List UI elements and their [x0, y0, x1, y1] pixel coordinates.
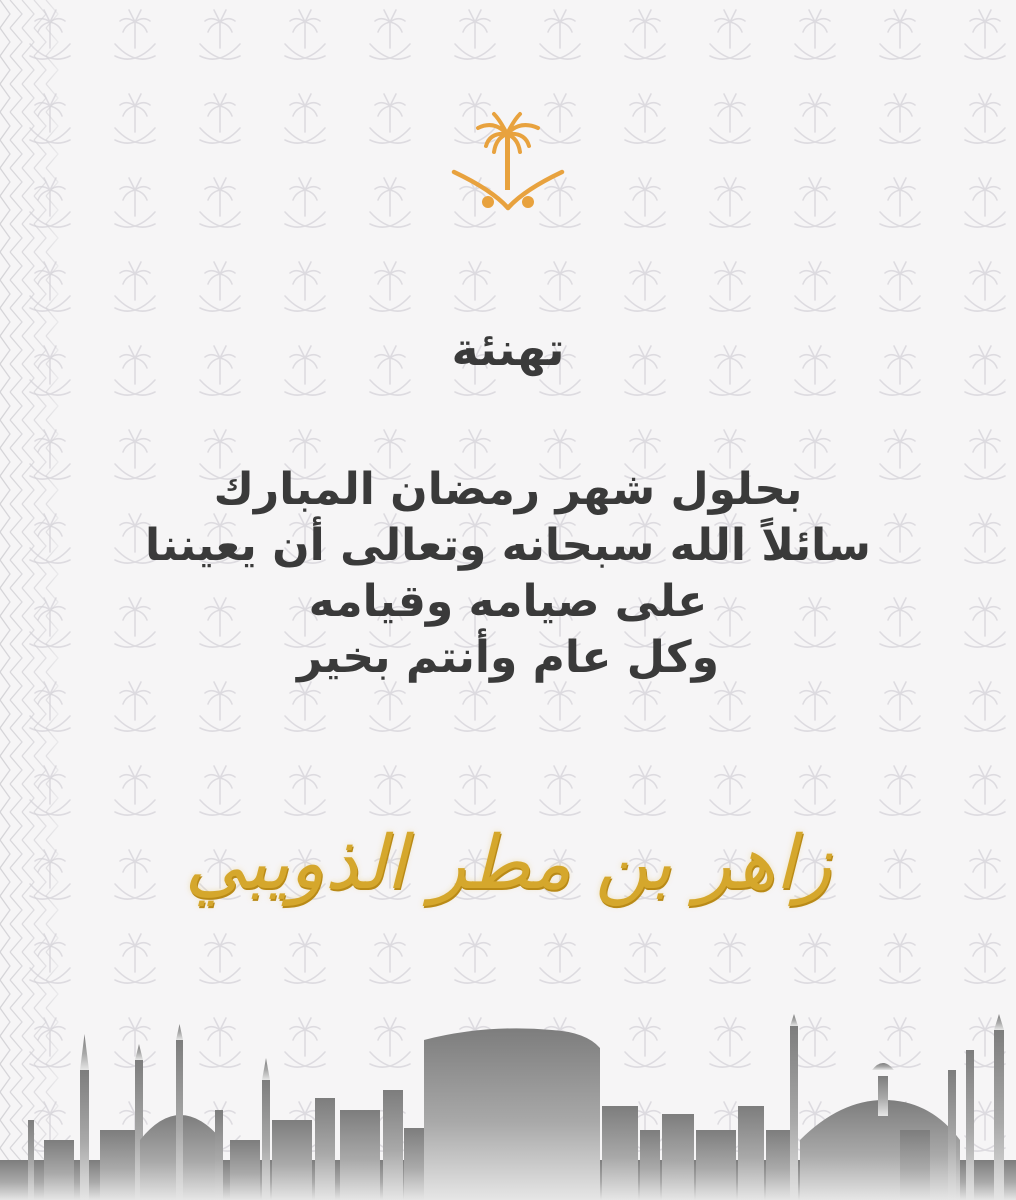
message-line: وكل عام وأنتم بخير	[297, 632, 719, 683]
message-line: بحلول شهر رمضان المبارك	[213, 464, 803, 515]
message-line: سائلاً الله سبحانه وتعالى أن يعيننا	[145, 520, 871, 571]
message-line: على صيامه وقيامه	[308, 576, 708, 627]
card-title: تهنئة	[451, 322, 565, 376]
greeting-message	[0, 462, 1016, 686]
sender-signature: زاهر بن مطر الذويبي	[184, 820, 832, 906]
saudi-emblem-icon	[448, 108, 568, 220]
mecca-skyline-silhouette	[0, 1010, 1016, 1200]
